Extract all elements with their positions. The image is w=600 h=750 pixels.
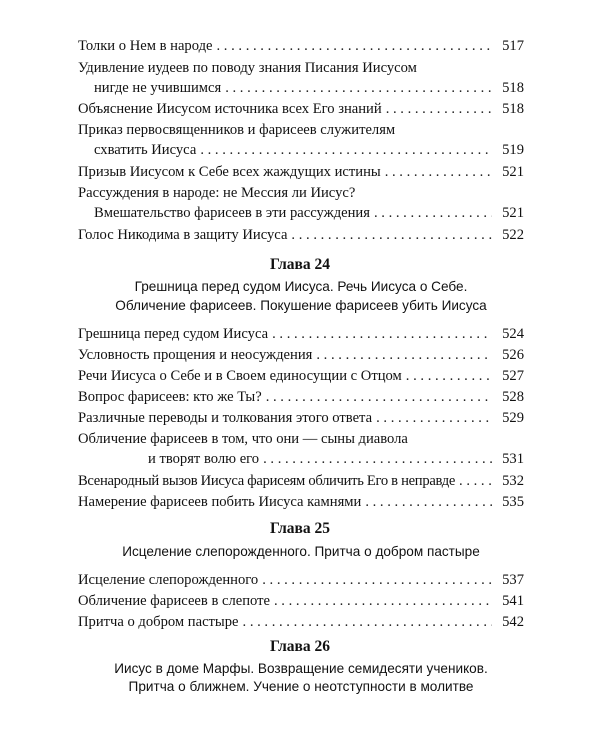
- entry-text: Грешница перед судом Иисуса: [78, 326, 269, 342]
- entry-text: Различные переводы и толкования этого ответа: [78, 410, 373, 426]
- page-ref: 522: [502, 227, 524, 243]
- page-ref: 541: [502, 593, 524, 609]
- chapter-subtitle-line: Исцеление слепорожденного. Притча о добром пастыре: [122, 544, 480, 559]
- page-ref: 535: [502, 494, 524, 510]
- leader-dots: [266, 387, 492, 407]
- entry-text: Всенародный вызов Иисуса фарисеям обличить Его в неправде: [78, 473, 456, 489]
- toc-entry[interactable]: [78, 345, 524, 365]
- leader-dots: [274, 591, 492, 611]
- entry-text: Рассуждения в народе: не Мессия ли Иисус?: [78, 185, 356, 201]
- toc-entry[interactable]: [78, 162, 524, 182]
- entry-text: Условность прощения и неосуждения: [78, 347, 313, 363]
- entry-text: Толки о Нем в народе: [78, 38, 213, 54]
- entry-text: Объяснение Иисусом источника всех Его знаний: [78, 101, 382, 117]
- page-ref: 518: [502, 101, 524, 117]
- toc-entry[interactable]: [78, 591, 524, 611]
- page-ref: 517: [502, 38, 524, 54]
- leader-dots: [272, 324, 492, 344]
- toc-entry[interactable]: [78, 492, 524, 512]
- entry-text: Намерение фарисеев побить Иисуса камнями: [78, 494, 362, 510]
- toc-entry[interactable]: [78, 408, 524, 428]
- toc-entry[interactable]: [78, 612, 524, 632]
- page-ref: 518: [502, 80, 524, 96]
- toc-entry[interactable]: [78, 570, 524, 590]
- leader-dots: [376, 408, 492, 428]
- page-ref: 529: [502, 410, 524, 426]
- page-ref: 537: [502, 572, 524, 588]
- chapter-title: Глава 25: [269, 520, 331, 537]
- leader-dots: [406, 366, 492, 386]
- leader-dots: [365, 492, 492, 512]
- leader-dots: [200, 140, 492, 160]
- page-ref: 526: [502, 347, 524, 363]
- leader-dots: [374, 203, 492, 223]
- entry-text: Голос Никодима в защиту Иисуса: [78, 227, 288, 243]
- page-ref: 542: [502, 614, 524, 630]
- leader-dots: [316, 345, 492, 365]
- entry-text: Приказ первосвященников и фарисеев служителям: [78, 122, 396, 138]
- toc-entry[interactable]: [78, 429, 524, 469]
- toc-entry[interactable]: [78, 225, 524, 245]
- page-ref: 532: [502, 473, 524, 489]
- entry-text: Удивление иудеев по поводу знания Писания Иисусом: [78, 60, 417, 76]
- toc-entry[interactable]: [78, 387, 524, 407]
- toc-entry[interactable]: [78, 36, 524, 56]
- entry-text-cont: и творят волю его: [148, 451, 260, 467]
- chapter-subtitle-line: Иисус в доме Марфы. Возвращение семидесяти учеников.: [114, 661, 488, 676]
- chapter-title: Глава 26: [269, 638, 331, 655]
- toc-entry[interactable]: [78, 120, 524, 160]
- leader-dots: [291, 225, 492, 245]
- entry-text: Призыв Иисусом к Себе всех жаждущих истины: [78, 164, 381, 180]
- toc-entry[interactable]: [78, 58, 524, 98]
- entry-text: Притча о добром пастыре: [78, 614, 239, 630]
- leader-dots: [263, 449, 492, 469]
- chapter-subtitle-line: Обличение фарисеев. Покушение фарисеев убить Иисуса: [115, 298, 487, 313]
- leader-dots: [386, 99, 492, 119]
- chapter-title: Глава 24: [269, 256, 331, 273]
- leader-dots: [459, 471, 492, 491]
- toc-entry[interactable]: [78, 99, 524, 119]
- page-ref: 521: [502, 205, 524, 221]
- page-ref: 531: [502, 451, 524, 467]
- page-ref: 521: [502, 164, 524, 180]
- chapter-subtitle-line: Притча о ближнем. Учение о неотступности в молитве: [128, 679, 474, 694]
- page-ref: 524: [502, 326, 524, 342]
- entry-text: Исцеление слепорожденного: [78, 572, 259, 588]
- page-ref: 527: [502, 368, 524, 384]
- entry-text-cont: нигде не учившимся: [94, 80, 222, 96]
- entry-text-cont: схватить Иисуса: [94, 142, 197, 158]
- leader-dots: [243, 612, 492, 632]
- entry-text: Речи Иисуса о Себе и в Своем единосущии с Отцом: [78, 368, 402, 384]
- toc-entry[interactable]: [78, 183, 524, 223]
- page-ref: 519: [502, 142, 524, 158]
- toc-entry[interactable]: [78, 471, 524, 491]
- leader-dots: [385, 162, 492, 182]
- leader-dots: [262, 570, 492, 590]
- entry-text: Обличение фарисеев в слепоте: [78, 593, 270, 609]
- entry-text: Вопрос фарисеев: кто же Ты?: [78, 389, 262, 405]
- chapter-subtitle-line: Грешница перед судом Иисуса. Речь Иисуса о Себе.: [134, 279, 468, 294]
- entry-text: Обличение фарисеев в том, что они — сыны диавола: [78, 431, 408, 447]
- page-ref: 528: [502, 389, 524, 405]
- leader-dots: [217, 36, 493, 56]
- leader-dots: [225, 78, 492, 98]
- toc-entry[interactable]: [78, 324, 524, 344]
- entry-text-cont: Вмешательство фарисеев в эти рассуждения: [94, 205, 370, 221]
- toc-entry[interactable]: [78, 366, 524, 386]
